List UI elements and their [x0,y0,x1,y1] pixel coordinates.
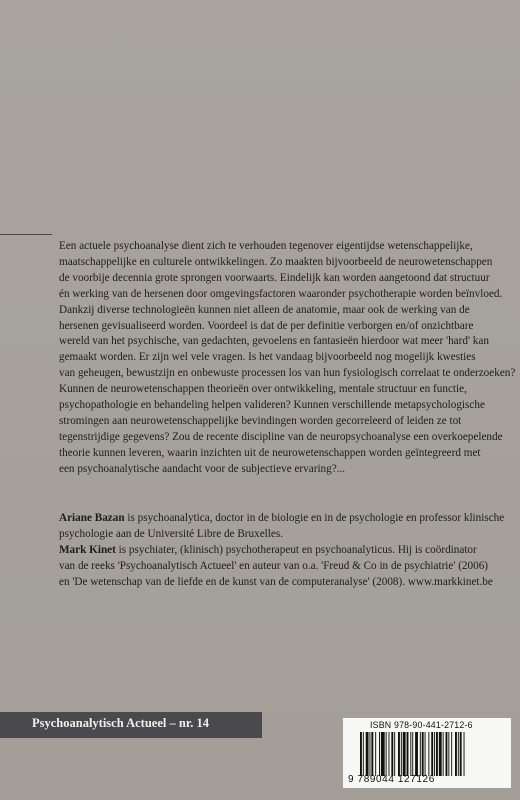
blurb-line: een psychoanalytische aandacht voor de subjectieve ervaring?... [59,462,346,475]
bio-kinet-line-3: en 'De wetenschap van de liefde en de kunst van de computeranalyse' (2008). www.markkinet.be [59,575,493,588]
blurb-line: Kunnen de neurowetenschappen theorieën over ontwikkeling, mentale structuur en functie, [59,383,467,396]
blurb-line: maatschappelijke en culturele ontwikkelingen. Zo maakten bijvoorbeeld de neurowetenschappen [59,255,493,268]
bio-bazan-line-2: psychologie aan de Université Libre de Bruxelles. [59,527,283,540]
series-label: Psychoanalytisch Actueel – nr. 14 [32,716,209,730]
blurb-line: psychopathologie en behandeling helpen valideren? Kunnen verschillende metapsychologische [59,399,485,412]
blurb-line: van geheugen, bewustzijn en onbewuste processen los van hun fysiologisch correlaat te onderzoeken? [59,367,516,380]
bio-bazan-line-1: Ariane Bazan is psychoanalytica, doctor in de biologie en in de psychologie en professor klinische [59,512,505,524]
blurb-line: stromingen aan neurowetenschappelijke bevindingen worden gecorreleerd of leiden ze tot [59,414,462,427]
barcode-digits: 9 789044 127126 [348,774,435,785]
blurb-line: de voorbije decennia grote sprongen voorwaarts. Eindelijk kan worden aangetoond dat structuur [59,271,490,284]
blurb-paragraph [59,239,514,478]
blurb-line: Een actuele psychoanalyse dient zich te verhouden tegenover eigentijdse wetenschappelijke, [59,240,473,252]
blurb-line: gemaakt worden. Er zijn wel vele vragen. Is het vandaag bijvoorbeeld nog mogelijk kwesties [59,351,476,364]
blurb-line: hersenen gevisualiseerd worden. Voordeel is dat de per definitie verborgen en/of onzichtbare [59,319,474,332]
decorative-rule [0,234,52,235]
bio-kinet-line-2: van de reeks 'Psychoanalytisch Actueel' en auteur van o.a. 'Freud & Co in de psychiatrie' (2006) [59,559,489,572]
bio-kinet-line-1: Mark Kinet is psychiater, (klinisch) psychotherapeut en psychoanalyticus. Hij is coördinator [59,543,477,556]
author-bios [59,511,517,591]
author-name-bazan: Ariane Bazan [59,512,125,524]
blurb-line: tegenstrijdige gegevens? Zou de recente discipline van de neuropsychoanalyse een overkoepelende [59,430,503,443]
author-name-kinet: Mark Kinet [59,543,116,556]
blurb-line: én werking van de hersenen door omgevingsfactoren waaronder psychotherapie worden beïnvloed. [59,287,503,300]
barcode-icon [358,732,504,776]
blurb-line: theorie kunnen leveren, waarin inzichten uit de neurowetenschappen worden geïntegreerd met [59,446,481,459]
isbn-text: ISBN 978-90-441-2712-6 [370,720,473,730]
blurb-line: Dankzij diverse technologieën kunnen niet alleen de anatomie, maar ook de werking van de [59,303,470,316]
blurb-line: wereld van het psychische, van gedachten, gevoelens en fantasieën hierdoor wat meer 'hard' kan [59,335,489,348]
